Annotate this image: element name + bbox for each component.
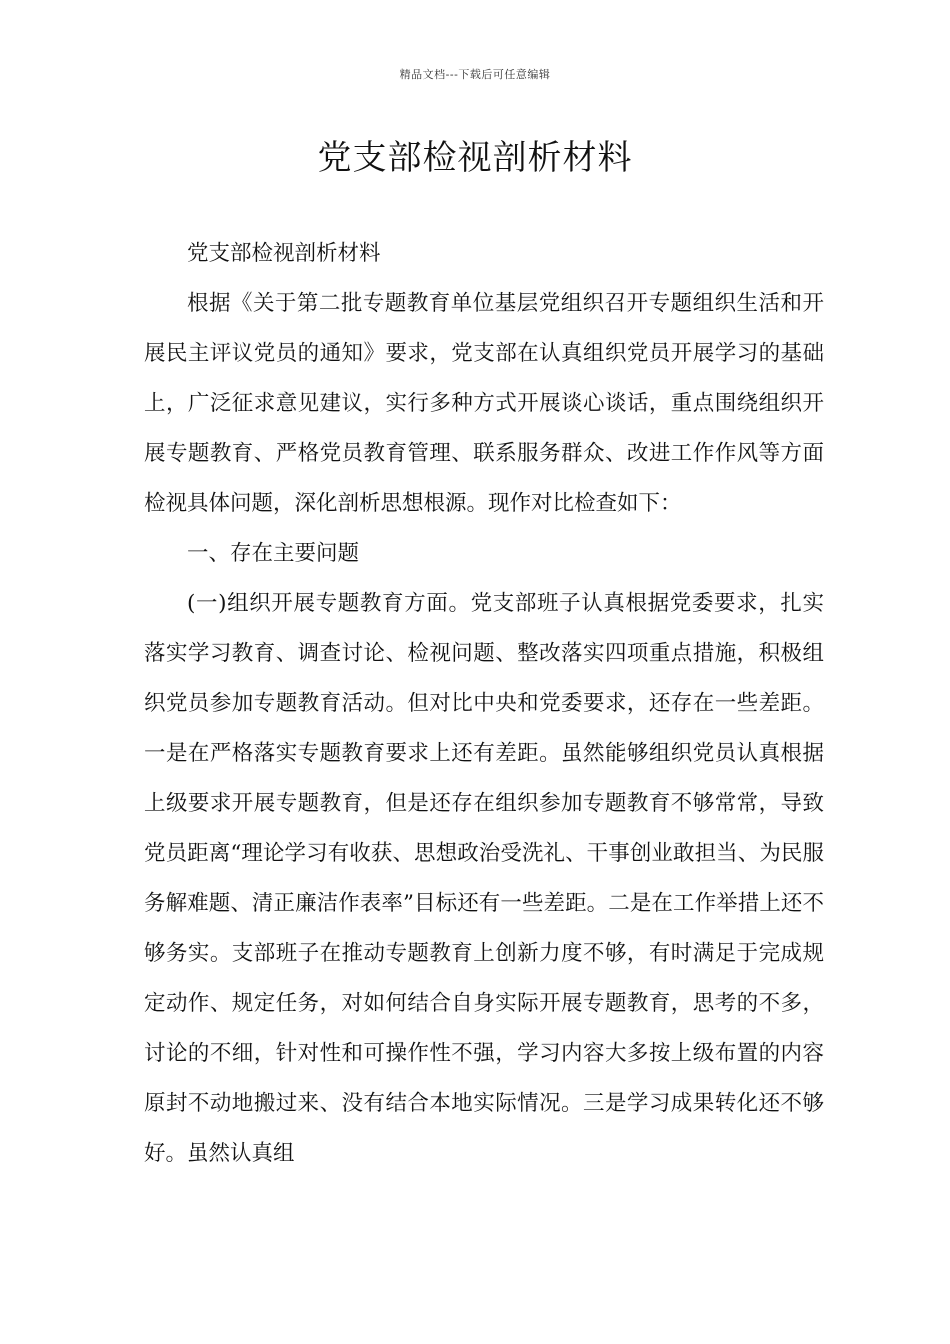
section-heading: 一、存在主要问题 [187, 541, 360, 566]
body-paragraph-subtitle: 党支部检视剖析材料 [187, 241, 381, 266]
header-note: 精品文档---下载后可任意编辑 [399, 68, 551, 81]
document-title: 党支部检视剖析材料 [317, 138, 633, 178]
document-body [144, 229, 824, 1179]
body-paragraph-intro: 根据《关于第二批专题教育单位基层党组织召开专题组织生活和开展民主评议党员的通知》要求，党支部在认真组织党员开展学习的基础上，广泛征求意见建议，实行多种方式开展谈心谈话，重点围绕组织开展专题教育、严格党员教育管理、联系服务群众、改进工作作风等方面检视具体问题，深化剖析思想根源。现作对比检查如下： [144, 291, 824, 516]
body-paragraph-issue-1: (一)组织开展专题教育方面。党支部班子认真根据党委要求，扎实落实学习教育、调查讨论、检视问题、整改落实四项重点措施，积极组织党员参加专题教育活动。但对比中央和党委要求，还存在一些差距。一是在严格落实专题教育要求上还有差距。虽然能够组织党员认真根据上级要求开展专题教育，但是还存在组织参加专题教育不够常常，导致党员距离“理论学习有收获、思想政治受洗礼、干事创业敢担当、为民服务解难题、清正廉洁作表率”目标还有一些差距。二是在工作举措上还不够务实。支部班子在推动专题教育上创新力度不够，有时满足于完成规定动作、规定任务，对如何结合自身实际开展专题教育，思考的不多，讨论的不细，针对性和可操作性不强，学习内容大多按上级布置的内容原封不动地搬过来、没有结合本地实际情况。三是学习成果转化还不够好。虽然认真组 [144, 591, 824, 1166]
